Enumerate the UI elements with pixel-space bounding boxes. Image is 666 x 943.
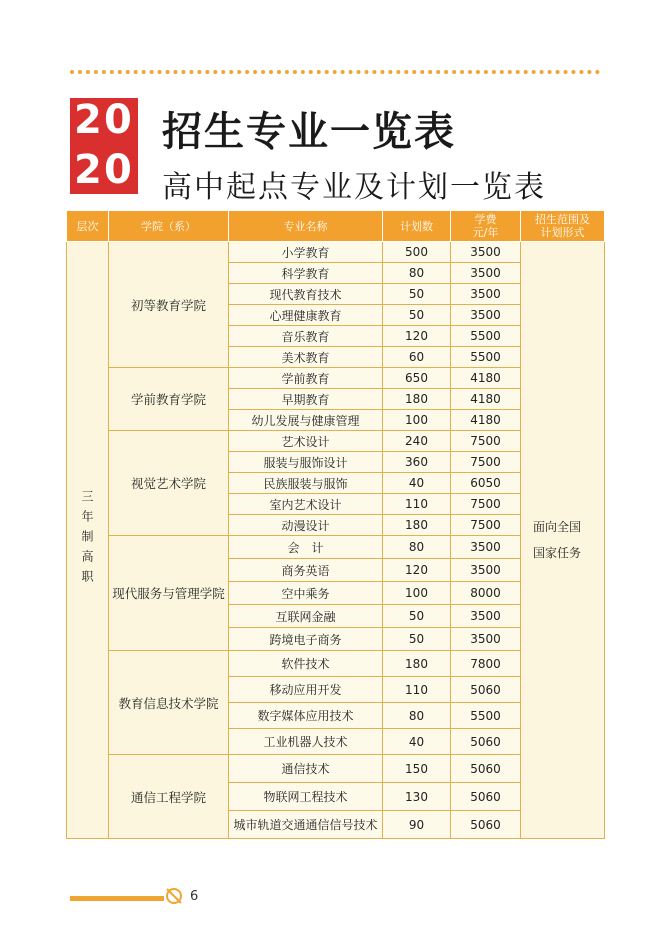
- plan-cell: 180: [383, 515, 451, 536]
- fee-cell: 7500: [451, 494, 521, 515]
- fee-cell: 7800: [451, 651, 521, 677]
- plan-cell: 150: [383, 755, 451, 783]
- major-cell: 移动应用开发: [229, 677, 383, 703]
- major-cell: 空中乘务: [229, 582, 383, 605]
- fee-cell: 3500: [451, 536, 521, 559]
- major-cell: 软件技术: [229, 651, 383, 677]
- page-number: 6: [190, 889, 199, 904]
- major-cell: 服装与服饰设计: [229, 452, 383, 473]
- major-cell: 商务英语: [229, 559, 383, 582]
- fee-cell: 7500: [451, 452, 521, 473]
- scope-line: 面向全国: [533, 520, 582, 534]
- major-cell: 小学教育: [229, 242, 383, 263]
- plan-cell: 60: [383, 347, 451, 368]
- plan-cell: 80: [383, 536, 451, 559]
- column-header: 计划数: [383, 211, 451, 242]
- major-cell: 现代教育技术: [229, 284, 383, 305]
- college-cell: 学前教育学院: [109, 368, 229, 431]
- plan-cell: 100: [383, 410, 451, 431]
- page-subtitle: 高中起点专业及计划一览表: [162, 170, 546, 205]
- year-digit: 2: [74, 97, 102, 143]
- enrollment-plan-table: [66, 210, 605, 839]
- fee-cell: 5060: [451, 755, 521, 783]
- major-cell: 美术教育: [229, 347, 383, 368]
- college-cell: 现代服务与管理学院: [109, 536, 229, 651]
- column-header: 学费 元/年: [451, 211, 521, 242]
- year-digit: 0: [104, 147, 132, 193]
- plan-cell: 240: [383, 431, 451, 452]
- major-cell: 数字媒体应用技术: [229, 703, 383, 729]
- fee-cell: 3500: [451, 605, 521, 628]
- plan-cell: 120: [383, 326, 451, 347]
- plan-cell: 130: [383, 783, 451, 811]
- fee-cell: 5060: [451, 783, 521, 811]
- plan-cell: 50: [383, 628, 451, 651]
- plan-cell: 100: [383, 582, 451, 605]
- fee-cell: 3500: [451, 559, 521, 582]
- year-digit: 0: [104, 97, 132, 143]
- fee-cell: 5060: [451, 729, 521, 755]
- column-header: 层次: [67, 211, 109, 242]
- major-cell: 会 计: [229, 536, 383, 559]
- major-cell: 城市轨道交通通信信号技术: [229, 811, 383, 839]
- fee-cell: 5500: [451, 326, 521, 347]
- plan-cell: 110: [383, 677, 451, 703]
- footer-bar: [70, 896, 164, 901]
- major-cell: 室内艺术设计: [229, 494, 383, 515]
- plan-cell: 90: [383, 811, 451, 839]
- table-header-row: [67, 211, 605, 242]
- plan-cell: 50: [383, 284, 451, 305]
- fee-cell: 3500: [451, 284, 521, 305]
- fee-cell: 5500: [451, 703, 521, 729]
- page-ornament-icon: [164, 886, 184, 906]
- plan-cell: 40: [383, 473, 451, 494]
- scope-line: 国家任务: [533, 546, 582, 560]
- fee-cell: 7500: [451, 515, 521, 536]
- major-cell: 学前教育: [229, 368, 383, 389]
- major-cell: 幼儿发展与健康管理: [229, 410, 383, 431]
- major-cell: 音乐教育: [229, 326, 383, 347]
- page-title: 招生专业一览表: [162, 108, 456, 155]
- major-cell: 动漫设计: [229, 515, 383, 536]
- plan-cell: 500: [383, 242, 451, 263]
- college-cell: 初等教育学院: [109, 242, 229, 368]
- major-cell: 艺术设计: [229, 431, 383, 452]
- fee-cell: 5500: [451, 347, 521, 368]
- major-cell: 心理健康教育: [229, 305, 383, 326]
- fee-cell: 3500: [451, 628, 521, 651]
- major-cell: 跨境电子商务: [229, 628, 383, 651]
- plan-cell: 650: [383, 368, 451, 389]
- column-header: 学院（系）: [109, 211, 229, 242]
- year-digit: 2: [74, 147, 102, 193]
- column-header: 专业名称: [229, 211, 383, 242]
- fee-cell: 3500: [451, 242, 521, 263]
- college-cell: 视觉艺术学院: [109, 431, 229, 536]
- major-cell: 工业机器人技术: [229, 729, 383, 755]
- plan-cell: 110: [383, 494, 451, 515]
- fee-cell: 3500: [451, 263, 521, 284]
- level-cell: 三年制高职: [67, 242, 109, 839]
- year-logo: [70, 98, 142, 194]
- plan-cell: 80: [383, 703, 451, 729]
- fee-cell: 6050: [451, 473, 521, 494]
- plan-cell: 80: [383, 263, 451, 284]
- plan-cell: 50: [383, 305, 451, 326]
- table-row: [67, 242, 605, 263]
- plan-cell: 120: [383, 559, 451, 582]
- major-cell: 通信技术: [229, 755, 383, 783]
- major-cell: 早期教育: [229, 389, 383, 410]
- plan-cell: 50: [383, 605, 451, 628]
- fee-cell: 5060: [451, 677, 521, 703]
- fee-cell: 4180: [451, 368, 521, 389]
- fee-cell: 4180: [451, 410, 521, 431]
- fee-cell: 7500: [451, 431, 521, 452]
- college-cell: 通信工程学院: [109, 755, 229, 839]
- plan-cell: 40: [383, 729, 451, 755]
- major-cell: 科学教育: [229, 263, 383, 284]
- fee-cell: 8000: [451, 582, 521, 605]
- column-header: 招生范围及 计划形式: [521, 211, 605, 242]
- fee-cell: 5060: [451, 811, 521, 839]
- major-cell: 物联网工程技术: [229, 783, 383, 811]
- major-cell: 民族服装与服饰: [229, 473, 383, 494]
- plan-cell: 360: [383, 452, 451, 473]
- scope-cell: [521, 242, 605, 839]
- fee-cell: 3500: [451, 305, 521, 326]
- top-dotted-divider: [70, 70, 600, 74]
- plan-cell: 180: [383, 389, 451, 410]
- college-cell: 教育信息技术学院: [109, 651, 229, 755]
- fee-cell: 4180: [451, 389, 521, 410]
- major-cell: 互联网金融: [229, 605, 383, 628]
- plan-cell: 180: [383, 651, 451, 677]
